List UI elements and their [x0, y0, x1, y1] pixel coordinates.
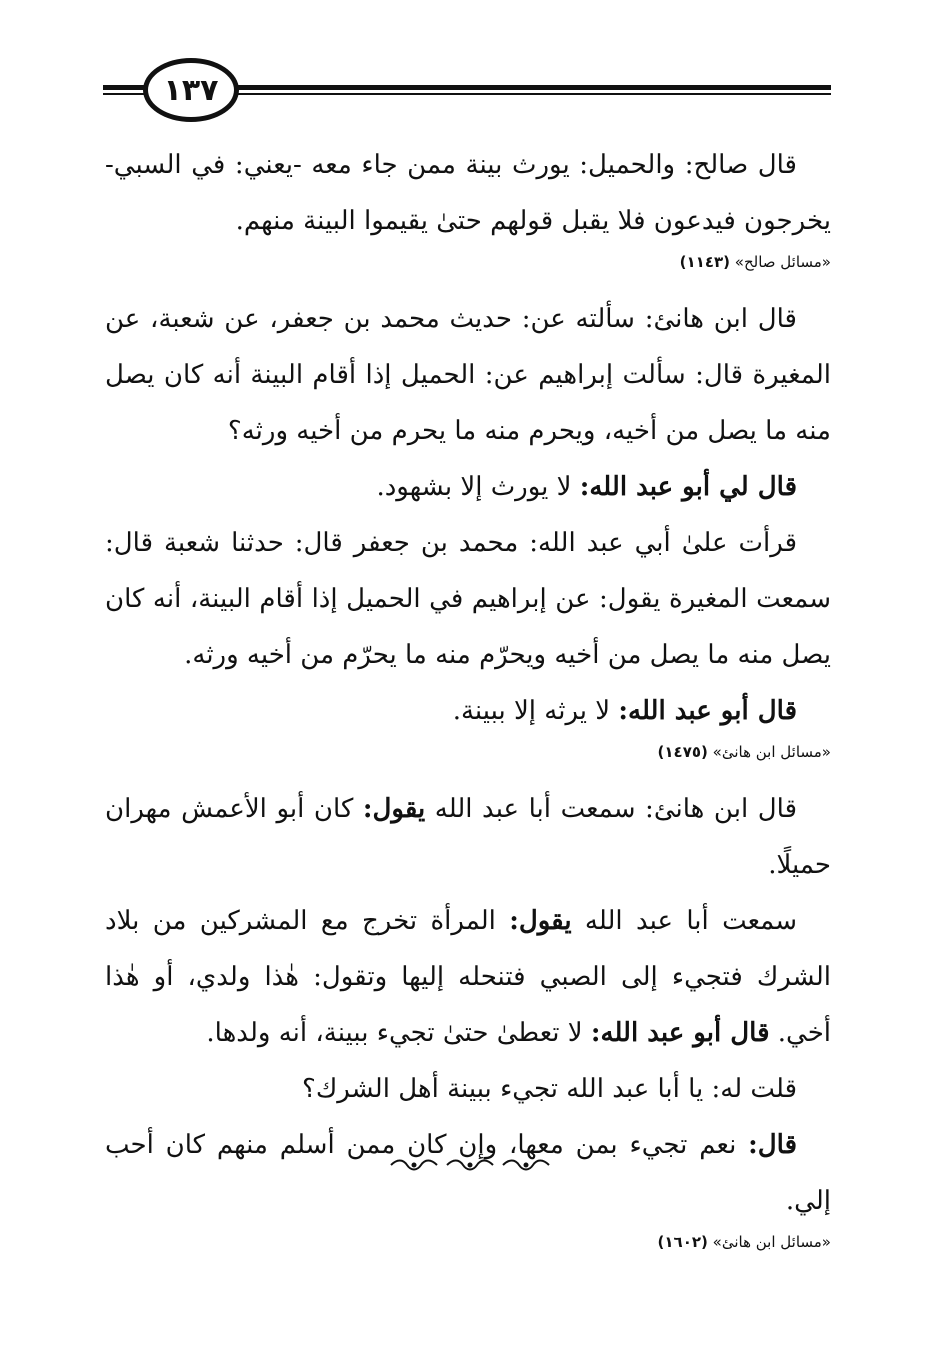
divider-ornament-icon [380, 1158, 560, 1172]
paragraph-ibn-hani-question: قال ابن هانئ: سألته عن: حديث محمد بن جعفر، عن شعبة، عن المغيرة قال: سألت إبراهيم عن: الحميل إذا أقام البينة أنه كان يصل منه ما يصل من أخيه، ويحرم منه ما يحرم من أخيه ورثه؟ [105, 304, 831, 446]
ornament-swirl-icon [389, 1158, 439, 1172]
page-number: ١٣٧ [143, 58, 239, 122]
page-header [103, 58, 831, 130]
paragraph-woman: سمعت أبا عبد الله يقول: المرأة تخرج مع المشركين من بلاد الشرك فتجيء إلى الصبي فتنحله إليها وتقول: هٰذا ولدي، أو هٰذا أخي. قال أبو عبد الله: لا تعطىٰ حتىٰ تجيء ببينة، أنه ولدها. [105, 906, 831, 1048]
source-citation-3: «مسائل ابن هانئ» (١٦٠٢) [657, 1233, 831, 1251]
paragraph-salih: قال صالح: والحميل: يورث بينة ممن جاء معه -يعني: في السبي- يخرجون فيدعون فلا يقبل قولهم حتىٰ يقيموا البينة منهم. [105, 150, 831, 236]
ornament-swirl-icon [501, 1158, 551, 1172]
main-text [105, 137, 831, 1271]
paragraph-answer-3: قال: نعم تجيء بمن معها، وإن كان ممن أسلم منهم كان أحب إلي. [105, 1130, 831, 1216]
ornament-swirl-icon [445, 1158, 495, 1172]
source-citation-2: «مسائل ابن هانئ» (١٤٧٥) [657, 743, 831, 761]
paragraph-answer-2: قال أبو عبد الله: لا يرثه إلا ببينة. [452, 696, 797, 726]
paragraph-question: قلت له: يا أبا عبد الله تجيء ببينة أهل الشرك؟ [302, 1074, 797, 1104]
source-citation-1: «مسائل صالح» (١١٤٣) [679, 253, 831, 271]
paragraph-amash: قال ابن هانئ: سمعت أبا عبد الله يقول: كان أبو الأعمش مهران حميلًا. [105, 794, 831, 880]
paragraph-reading: قرأت علىٰ أبي عبد الله: محمد بن جعفر قال: حدثنا شعبة قال: سمعت المغيرة يقول: عن إبراهيم في الحميل إذا أقام البينة، أنه كان يصل منه ما يصل من أخيه ويحرّم منه ما يحرّم من أخيه ورثه. [105, 528, 831, 670]
paragraph-answer-1: قال لي أبو عبد الله: لا يورث إلا بشهود. [376, 472, 797, 502]
